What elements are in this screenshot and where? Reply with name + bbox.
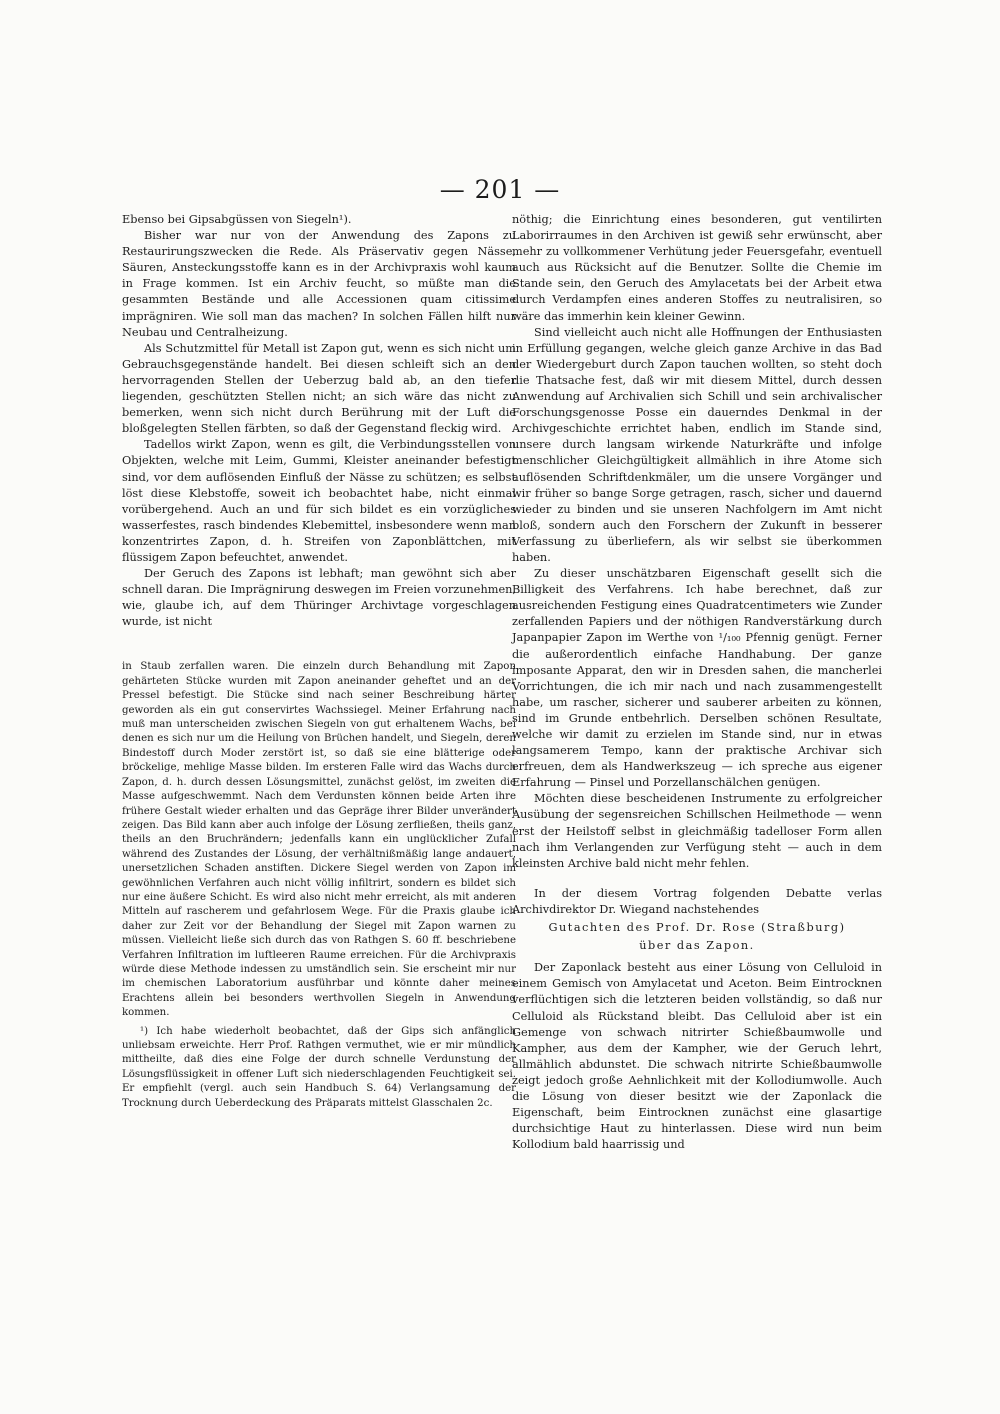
paragraph: Ebenso bei Gipsabgüssen von Siegeln¹). <box>122 213 352 226</box>
footnote-block <box>122 660 516 1111</box>
paragraph: Möchten diese bescheidenen Instrumente zu erfolgreicher Ausübung der segensreichen Schillschen Heilmethode — wenn erst der Heilstoff selbst in gleichmäßig tadelloser Form allen nach ihm Verlangenden zur Verfügung steht — auch in dem kleinsten Archive bald nicht mehr fehlen. <box>512 792 882 870</box>
paragraph: Der Zaponlack besteht aus einer Lösung von Celluloid in einem Gemisch von Amylacetat und Aceton. Beim Eintrocknen verflüchtigen sich die letzteren beiden vollständig, so daß nur Celluloid als Rückstand bleibt. Das Celluloid aber ist ein Gemenge von schwach nitrirter Schießbaumwolle und Kampher, aus dem der Kampher, wie der Geruch lehrt, allmählich abdunstet. Die schwach nitrirte Schießbaumwolle zeigt jedoch große Aehnlichkeit mit der Kollodiumwolle. Auch die Lösung von dieser besitzt wie der Zaponlack die Eigenschaft, beim Eintrocknen zunächst eine glasartige durchsichtige Haut zu hinterlassen. Diese wird nun beim Kollodium bald haarrissig und <box>512 961 882 1152</box>
report-subtitle: über das Zapon. <box>639 939 755 953</box>
footnote-1: ¹) Ich habe wiederholt beobachtet, daß der Gips sich anfänglich unliebsam erweichte. Herr Prof. Rathgen vermuthet, wie er mir mündlich mittheilte, daß dies eine Folge der durch schnelle Verdunstung der Lösungsflüssigkeit in offener Luft sich niederschlagenden Feuchtigkeit sei. Er empfiehlt (vergl. auch sein Handbuch S. 64) Verlangsamung der Trocknung durch Ueberdeckung des Präparats mittelst Glasschalen 2c. <box>122 1025 516 1109</box>
page-number: — 201 — <box>439 175 561 204</box>
paragraph: Als Schutzmittel für Metall ist Zapon gut, wenn es sich nicht um Gebrauchsgegenstände handelt. Bei diesen schleift sich an den hervorragenden Stellen der Ueberzug bald ab, an den tiefer liegenden, geschützten Stellen nicht; an sich wäre das nicht zu bemerken, wenn sich nicht durch Berührung mit der Luft die bloßgelegten Stellen färbten, so daß der Gegenstand fleckig wird. <box>122 341 516 436</box>
paragraph: Bisher war nur von der Anwendung des Zapons zu Restaurirungszwecken die Rede. Als Präservativ gegen Nässe, Säuren, Ansteckungsstoffe kann es in der Archivpraxis wohl kaum in Frage kommen. Ist ein Archiv feucht, so müßte man die gesammten Bestände und alle Accessionen quam citissime imprägniren. Wie soll man das machen? In solchen Fällen hilft nur Neubau und Centralheizung. <box>122 229 516 339</box>
report-title: Gutachten des Prof. Dr. Rose (Straßburg) <box>548 921 846 935</box>
paragraph: Sind vielleicht auch nicht alle Hoffnungen der Enthusiasten in Erfüllung gegangen, welche gleich ganze Archive in das Bad der Wiedergeburt durch Zapon tauchen wollten, so steht doch die Thatsache fest, daß wir mit diesem Mittel, durch dessen Anwendung auf Archivalien sich Schill und sein archivalischer Forschungsgenosse Posse ein dauerndes Denkmal in der Archivgeschichte errichtet haben, endlich im Stande sind, unsere durch langsam wirkende Naturkräfte und infolge menschlicher Gleichgültigkeit allmählich in ihre Atome sich auflösenden Schriftdenkmäler, um die unsere Vorgänger und wir früher so bange Sorge getragen, rasch, sicher und dauernd wieder zu binden und sie unseren Nachfolgern im Amt nicht bloß, sondern auch den Forschern der Zukunft in besserer Verfassung zu überliefern, als wir selbst sie überkommen haben. <box>512 325 882 564</box>
right-column <box>512 212 882 1153</box>
paragraph: Zu dieser unschätzbaren Eigenschaft gesellt sich die Billigkeit des Verfahrens. Ich habe berechnet, daß zur ausreichenden Festigung eines Quadratcentimeters wie Zunder zerfallenden Papiers und der nöthigen Randverstärkung durch Japanpapier Zapon im Werthe von ¹/₁₀₀ Pfennig genügt. Ferner die außerordentlich einfache Handhabung. Der ganze imposante Apparat, den wir in Dresden sahen, die mancherlei Vorrichtungen, die ich mir nach und nach zusammengestellt habe, um rascher, sicherer und sauberer arbeiten zu können, sind im Grunde entbehrlich. Derselben schönen Resultate, welche wir damit zu erzielen im Stande sind, nur in etwas langsamerem Tempo, kann der praktische Archivar sich erfreuen, dem als Handwerkszeug — ich spreche aus eigener Erfahrung — Pinsel und Porzellanschälchen genügen. <box>512 567 882 790</box>
left-column <box>122 212 516 1111</box>
paragraph: nöthig; die Einrichtung eines besonderen, gut ventilirten Laborirraumes in den Archiven ist gewiß sehr erwünscht, aber mehr zu vollkommener Verhütung jeder Feuersgefahr, eventuell auch aus Rücksicht auf die Benutzer. Sollte die Chemie im Stande sein, den Geruch des Amylacetats bei der Arbeit etwa durch Verdampfen eines anderen Stoffes zu neutralisiren, so wäre das immerhin kein kleiner Gewinn. <box>512 213 882 323</box>
debate-intro: In der diesem Vortrag folgenden Debatte verlas Archivdirektor Dr. Wiegand nachstehendes <box>512 886 882 916</box>
paragraph: Der Geruch des Zapons ist lebhaft; man gewöhnt sich aber schnell daran. Die Imprägnirung deswegen im Freien vorzunehmen, wie, glaube ich, auf dem Thüringer Archivtage vorgeschlagen wurde, ist nicht <box>122 567 516 629</box>
paragraph: Tadellos wirkt Zapon, wenn es gilt, die Verbindungsstellen von Objekten, welche mit Leim, Gummi, Kleister aneinander befestigt sind, vor dem auflösenden Einfluß der Nässe zu schützen; es selbst löst diese Klebstoffe, soweit ich beobachtet habe, nicht einmal vorübergehend. Auch an und für sich bildet es ein vorzügliches wasserfestes, rasch bindendes Klebemittel, insbesondere wenn man konzentrirtes Zapon, d. h. Streifen von Zaponblättchen, mit flüssigem Zapon befeuchtet, anwendet. <box>122 438 516 564</box>
footnote-continuation: in Staub zerfallen waren. Die einzeln durch Behandlung mit Zapon gehärteten Stücke wurden mit Zapon aneinander geheftet und an der Pressel befestigt. Die Stücke sind nach seiner Beschreibung härter geworden als ein gut conservirtes Wachssiegel. Meiner Erfahrung nach muß man unterscheiden zwischen Siegeln von gut erhaltenem Wachs, bei denen es sich nur um die Heilung von Brüchen handelt, und Siegeln, deren Bindestoff durch Moder zerstört ist, so daß sie eine blätterige oder bröckelige, mehlige Masse bilden. Im ersteren Falle wird das Wachs durch Zapon, d. h. durch dessen Lösungsmittel, zunächst gelöst, im zweiten die Masse aufgeschwemmt. Nach dem Verdunsten können beide Arten ihre frühere Gestalt wieder erhalten und das Gepräge ihrer Bilder unverändert zeigen. Das Bild kann aber auch infolge der Lösung zerfließen, theils ganz, theils an den Bruchrändern; jedenfalls kann ein unglücklicher Zufall während des Zustandes der Lösung, der verhältnißmäßig lange andauert, unersetzlichen Schaden anstiften. Dickere Siegel werden von Zapon im gewöhnlichen Verfahren auch nicht völlig infiltrirt, sondern es bildet sich nur eine äußere Schicht. Es wird also nicht mehr erreicht, als mit anderen Mitteln auf rascherem und gefahrlosem Wege. Für die Praxis glaube ich daher zur Zeit vor der Behandlung der Siegel mit Zapon warnen zu müssen. Vielleicht ließe sich durch das von Rathgen S. 60 ff. beschriebene Verfahren Infiltration im luftleeren Raume erreichen. Für die Archivpraxis würde diese Methode indessen zu umständlich sein. Sie erscheint mir nur im chemischen Laboratorium ausführbar und könnte daher meines Erachtens allein bei besonders werthvollen Siegeln in Anwendung kommen. <box>122 661 516 1019</box>
